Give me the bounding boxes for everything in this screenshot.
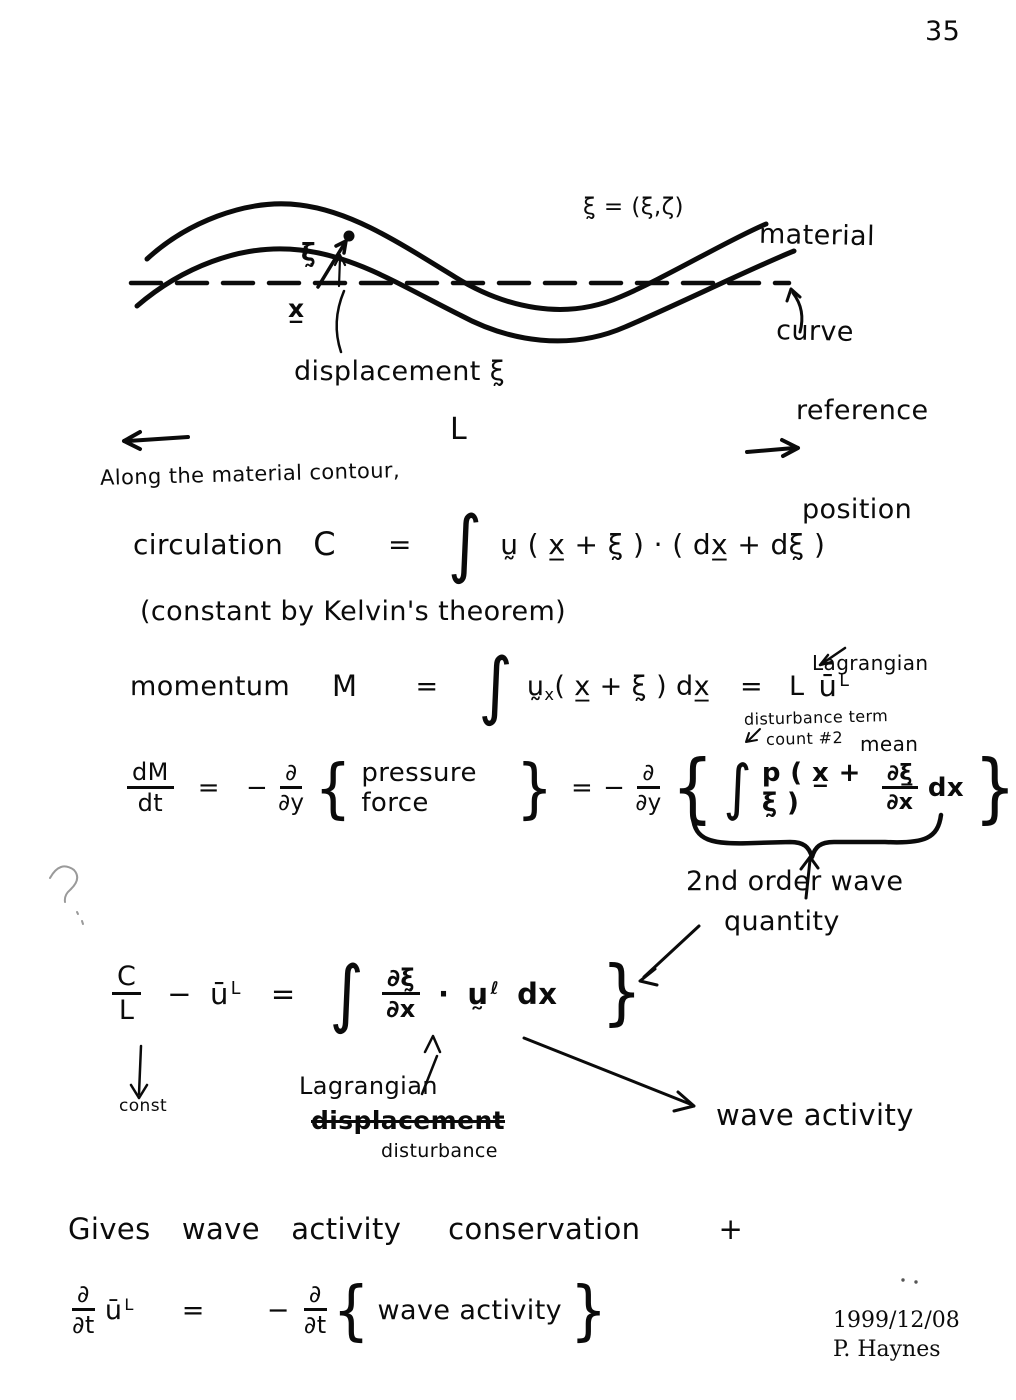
denominator: ∂x — [886, 790, 914, 815]
equals-sign: = — [415, 670, 439, 702]
left-direction-arrow — [124, 432, 188, 449]
reference-position-line2: position — [802, 494, 913, 525]
reference-position-line1: reference — [796, 395, 929, 426]
disturbance-note-arrow — [746, 729, 760, 742]
circulation-equation — [133, 499, 826, 587]
close-brace: } — [570, 1271, 607, 1348]
ddt-fraction-2 — [303, 1279, 327, 1339]
author-name: P. Haynes — [833, 1337, 941, 1362]
close-brace: } — [516, 749, 553, 826]
minus-sign: − — [167, 977, 192, 1011]
minus-sign: − — [245, 773, 269, 803]
superscript-L: L — [839, 671, 850, 692]
lagrangian-mean-velocity — [210, 977, 241, 1011]
u-bar: ū — [209, 977, 229, 1011]
integral-sign: ∫ — [447, 499, 483, 587]
lagrangian-mean-velocity — [818, 669, 849, 703]
kelvin-theorem-text: (constant by Kelvin's theorem) — [140, 596, 567, 627]
u-disturbance — [467, 977, 499, 1011]
u-symbol: ṵ — [526, 670, 545, 702]
equals-sign: = — [181, 1294, 205, 1326]
u-symbol: ṵ — [467, 977, 489, 1011]
pressure-integrand: p ( x̲ + ξ̰ ) — [761, 758, 861, 818]
dot-product: · — [437, 977, 450, 1011]
displacement-label-leader — [337, 291, 344, 352]
equals-sign-2: = — [570, 773, 594, 803]
length-factor: L — [788, 670, 805, 702]
numerator: dM — [127, 760, 174, 789]
denominator: ∂t — [72, 1311, 95, 1339]
date-stamp: 1999/12/08 — [833, 1308, 960, 1333]
const-down-arrow — [131, 1046, 147, 1098]
displacement-small-arrow — [335, 255, 345, 286]
u-bar: ū — [104, 1294, 123, 1326]
numerator: ∂ — [280, 761, 302, 789]
superscript-L: L — [230, 979, 241, 1000]
final-equation — [72, 1268, 607, 1352]
material-curve-stroke — [137, 204, 794, 341]
lagrangian-mean-line1: Lagrangian — [812, 651, 929, 675]
numerator: ∂ — [72, 1282, 95, 1311]
circulation-symbol: C — [313, 525, 336, 563]
equals-sign: = — [197, 773, 220, 803]
xi-vector-label: ξ̰ — [301, 238, 317, 267]
minus-sign: − — [266, 1294, 290, 1326]
integral-sign: ∫ — [723, 752, 752, 824]
denominator: ∂y — [635, 790, 662, 816]
page-number: 35 — [925, 16, 961, 47]
ddy-fraction-2 — [635, 761, 661, 815]
integral-sign: ∫ — [329, 949, 364, 1037]
right-direction-arrow — [747, 440, 798, 456]
numerator: ∂ξ̲ — [882, 762, 918, 789]
material-curve-label-line1: material — [758, 218, 876, 253]
disturbance-note-line2: count #2 — [765, 727, 844, 750]
denominator: ∂x — [386, 995, 416, 1023]
displacement-label: displacement ξ̰ — [294, 356, 506, 387]
close-brace: } — [601, 951, 643, 1035]
dx-differential: dx — [517, 977, 558, 1011]
displacement-arrow — [318, 231, 355, 288]
u-subscript: x — [544, 685, 555, 705]
momentum-label: momentum — [130, 670, 291, 702]
numerator: ∂ξ̰ — [382, 966, 420, 995]
circulation-integrand: ṵ ( x̲ + ξ̰ ) · ( dx̲ + dξ̰ ) — [500, 527, 826, 561]
wave-activity-label: wave activity — [716, 1098, 914, 1132]
disturbance-correction-label: disturbance — [381, 1140, 498, 1162]
ddy-fraction — [278, 761, 304, 815]
disturbance-note-line1: disturbance term — [743, 706, 889, 729]
momentum-equation — [130, 641, 850, 729]
denominator: L — [118, 995, 135, 1026]
stray-dots — [901, 1278, 917, 1283]
equals-sign: = — [387, 527, 412, 561]
numerator: ∂ — [304, 1282, 327, 1311]
numerator: C — [112, 963, 141, 995]
wave-activity-text: wave activity — [377, 1294, 563, 1326]
dx-differential: dx — [927, 773, 964, 803]
open-brace-2: { — [671, 743, 714, 833]
c-over-l-fraction — [112, 960, 141, 1026]
dmdt-fraction — [127, 757, 174, 817]
const-label: const — [119, 1096, 168, 1116]
equals-sign: = — [270, 977, 296, 1011]
lagrangian-mean-velocity — [105, 1295, 134, 1326]
lagrangian-label: Lagrangian — [299, 1072, 438, 1100]
lagrangian-mean-line2: mean — [860, 732, 919, 756]
conservation-statement: Gives wave activity conservation + — [68, 1212, 744, 1246]
equals-sign-2: = — [739, 670, 763, 702]
wave-activity-equation — [112, 946, 642, 1042]
second-order-label-line1: 2nd order wave — [686, 866, 904, 897]
u-bar: ū — [818, 669, 838, 703]
superscript-l: ℓ — [490, 979, 500, 1000]
material-curve-label-line2: curve — [775, 315, 855, 348]
pressure-force-text: pressure force — [361, 758, 477, 818]
wave-activity-arrow — [524, 1038, 694, 1111]
integrand-rest: ( x̲ + ξ̰ ) dx̲ — [554, 670, 710, 702]
momentum-symbol: M — [332, 669, 358, 703]
momentum-integrand — [526, 670, 710, 705]
xi-definition-label: ξ̰ = (ξ,ζ) — [583, 194, 684, 220]
circulation-label: circulation — [133, 527, 284, 561]
numerator: ∂ — [637, 761, 659, 789]
dxidx-fraction — [882, 762, 918, 814]
open-brace: { — [332, 1271, 370, 1348]
superscript-L: L — [124, 1294, 134, 1314]
dxidx-fraction — [382, 963, 420, 1023]
close-brace-2: } — [974, 743, 1016, 833]
integral-sign: ∫ — [478, 641, 513, 729]
second-order-label-line2: quantity — [724, 906, 840, 937]
displacement-label-struck: displacement — [311, 1106, 506, 1135]
length-label: L — [450, 412, 468, 447]
along-contour-text: Along the material contour, — [99, 458, 401, 490]
minus-sign-2: − — [603, 773, 626, 803]
ddt-fraction — [72, 1279, 95, 1339]
denominator: dt — [137, 789, 164, 817]
margin-question-mark — [50, 866, 83, 924]
denominator: ∂t — [303, 1311, 327, 1339]
brace-pointer-arrow — [640, 926, 699, 985]
momentum-tendency-equation — [127, 742, 1016, 834]
denominator: ∂y — [278, 790, 305, 816]
open-brace: { — [314, 749, 352, 826]
x-position-label: x̲ — [288, 294, 305, 323]
